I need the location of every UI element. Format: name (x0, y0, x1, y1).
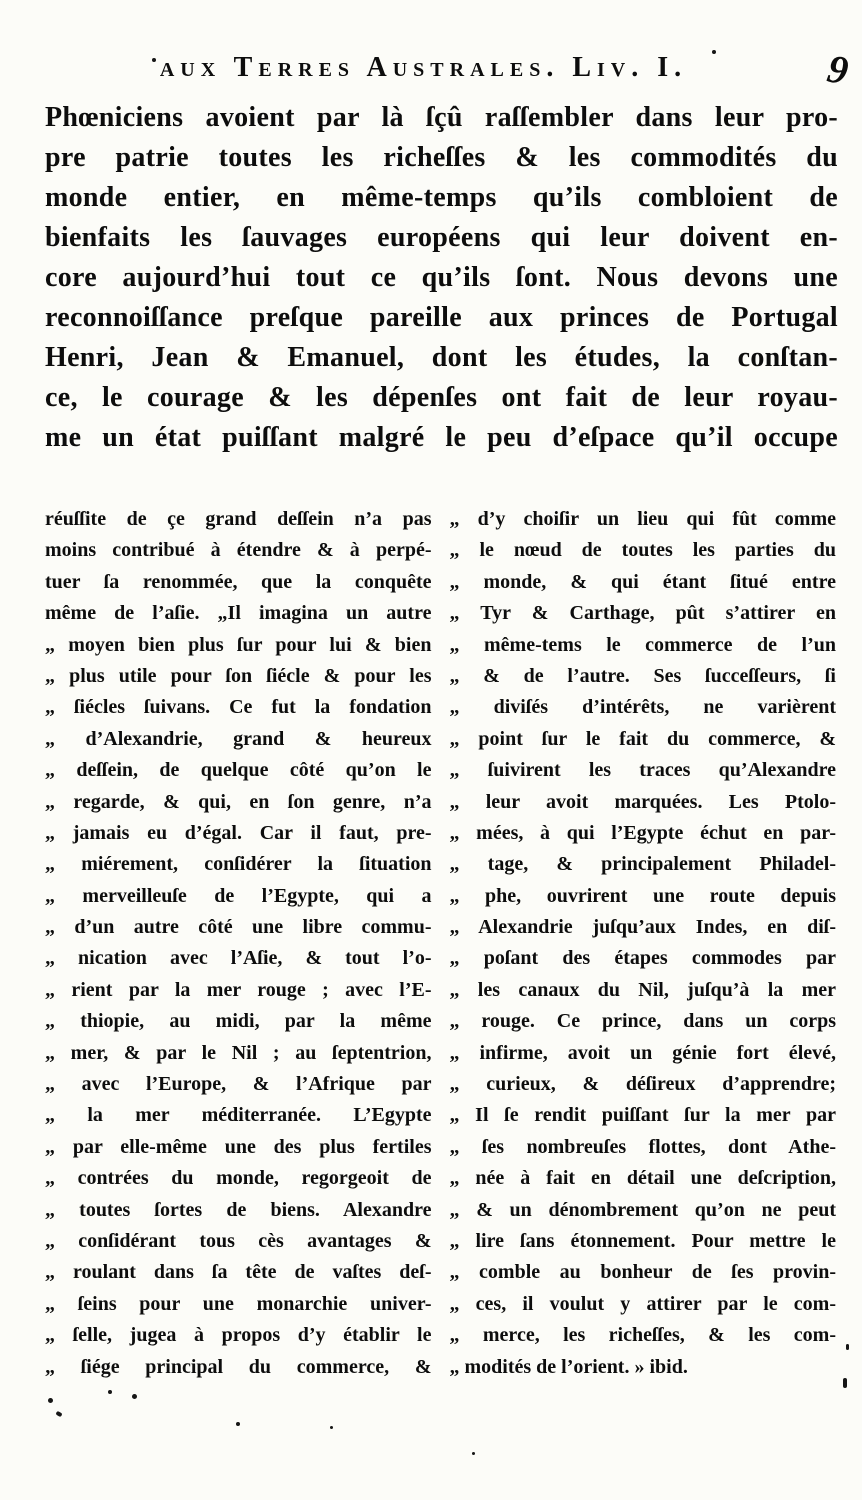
text-line: même de l’aſie. „Il imagina un autre (45, 602, 432, 625)
text-line: „ Tyr & Carthage, pût s’attirer en (449, 602, 836, 625)
text-line: „ jamais eu d’égal. Car il faut, pre- (45, 821, 432, 844)
text-line: moins contribué à étendre & à perpé- (45, 539, 432, 562)
text-line: „ poſant des étapes commodes par (449, 947, 836, 970)
footnote-right-column (450, 504, 837, 1383)
text-line: „ merveilleuſe de l’Egypte, qui a (45, 884, 432, 907)
text-line: „ nication avec l’Aſie, & tout l’o- (45, 947, 432, 970)
footnote-columns (45, 504, 836, 1383)
text-line: „ regarde, & qui, en ſon genre, n’a (45, 790, 432, 813)
text-line: „ diviſés d’intérêts, ne varièrent (449, 696, 836, 719)
text-line: „ ſuivirent les traces qu’Alexandre (449, 759, 836, 782)
scan-speck (472, 1452, 475, 1455)
scan-speck (330, 1426, 333, 1429)
text-line: „ leur avoit marquées. Les Ptolo- (449, 790, 836, 813)
text-line: ce, le courage & les dépenſes ont fait de leur royau- (45, 382, 838, 413)
text-line: „ conſidérant tous cès avantages & (45, 1229, 432, 1252)
footnote-left-column (45, 504, 432, 1383)
text-line: „ d’un autre côté une libre commu- (45, 916, 432, 939)
page-number: 9 (824, 45, 852, 94)
text-line: „ les canaux du Nil, juſqu’à la mer (449, 978, 836, 1001)
text-line: bienfaits les ſauvages européens qui leur doivent en- (45, 222, 838, 253)
text-line: „ toutes ſortes de biens. Alexandre (45, 1198, 432, 1221)
scan-speck (843, 1378, 847, 1388)
text-line: „ thiopie, au midi, par la même (45, 1010, 432, 1033)
text-line: „ mer, & par le Nil ; au ſeptentrion, (45, 1041, 432, 1064)
text-line: „ tage, & principalement Philadel- (449, 853, 836, 876)
text-line: „ d’y choiſir un lieu qui fût comme (449, 508, 836, 530)
text-line: „ ſelle, jugea à propos d’y établir le (45, 1324, 432, 1347)
text-line: „ contrées du monde, regorgeoit de (45, 1167, 432, 1190)
scan-speck (108, 1390, 112, 1394)
text-line: „ ſes nombreuſes flottes, dont Athe- (449, 1135, 836, 1158)
text-line: „ Alexandrie juſqu’aux Indes, en diſ- (449, 916, 836, 939)
text-line: „ d’Alexandrie, grand & heureux (45, 727, 432, 750)
text-line: „ merce, les richeſſes, & les com- (449, 1324, 836, 1347)
text-line: „ phe, ouvrirent une route depuis (449, 884, 836, 907)
text-line: „ ſiége principal du commerce, & (45, 1355, 432, 1378)
scan-speck (846, 1344, 849, 1350)
text-line: „ miérement, conſidérer la ſituation (45, 853, 432, 876)
text-line: „ rient par la mer rouge ; avec l’E- (45, 978, 432, 1001)
text-line: me un état puiſſant malgré le peu d’eſpace qu’il occupe (45, 422, 838, 453)
scan-speck (55, 1411, 62, 1417)
running-header: aux Terres Australes. Liv. I. (159, 52, 688, 83)
text-line: „ & un dénombrement qu’on ne peut (449, 1198, 836, 1221)
text-line: core aujourd’hui tout ce qu’ils ſont. Nous devons une (45, 262, 838, 293)
text-line: réuſſite de çe grand deſſein n’a pas (45, 508, 432, 530)
text-line: „ & de l’autre. Ses ſucceſſeurs, ſi (449, 664, 836, 687)
text-line: „ modités de l’orient. » ibid. (449, 1355, 688, 1378)
text-line: „ ces, il voulut y attirer par le com- (449, 1292, 836, 1315)
text-line: „ curieux, & déſireux d’apprendre; (449, 1073, 836, 1096)
text-line: „ comble au bonheur de ſes provin- (449, 1261, 836, 1284)
text-line: „ mées, à qui l’Egypte échut en par- (449, 821, 836, 844)
scan-speck (236, 1422, 240, 1426)
scan-speck (48, 1398, 53, 1403)
text-line: „ rouge. Ce prince, dans un corps (449, 1010, 836, 1033)
text-line: „ roulant dans ſa tête de vaſtes deſ- (45, 1261, 432, 1284)
text-line: „ née à fait en détail une deſcription, (449, 1167, 836, 1190)
text-line: „ le nœud de toutes les parties du (449, 539, 836, 562)
text-line: „ point ſur le fait du commerce, & (449, 727, 836, 750)
text-line: „ par elle-même une des plus fertiles (45, 1135, 432, 1158)
text-line: reconnoiſſance preſque pareille aux princes de Portugal (45, 302, 838, 333)
text-line: Phœniciens avoient par là ſçû raſſembler dans leur pro- (45, 102, 838, 133)
text-line: „ infirme, avoit un génie fort élevé, (449, 1041, 836, 1064)
text-line: Henri, Jean & Emanuel, dont les études, la conſtan- (45, 342, 838, 373)
text-line: „ ſeins pour une monarchie univer- (45, 1292, 432, 1315)
main-paragraph (45, 98, 838, 458)
text-line: pre patrie toutes les richeſſes & les commodités du (45, 142, 838, 173)
text-line: „ lire ſans étonnement. Pour mettre le (449, 1229, 836, 1252)
text-line: monde entier, en même-temps qu’ils combloient de (45, 182, 838, 213)
text-line: „ ſiécles ſuivans. Ce fut la fondation (45, 696, 432, 719)
text-line: „ la mer méditerranée. L’Egypte (45, 1104, 432, 1127)
text-line: „ moyen bien plus ſur pour lui & bien (45, 633, 432, 656)
text-line: tuer ſa renommée, que la conquête (45, 570, 432, 593)
text-line: „ plus utile pour ſon ſiécle & pour les (45, 664, 432, 687)
text-line: „ avec l’Europe, & l’Afrique par (45, 1073, 432, 1096)
text-line: „ monde, & qui étant ſitué entre (449, 570, 836, 593)
text-line: „ deſſein, de quelque côté qu’on le (45, 759, 432, 782)
text-line: „ même-tems le commerce de l’un (449, 633, 836, 656)
scan-speck (132, 1394, 137, 1399)
running-header-row (45, 52, 802, 84)
text-line: „ Il ſe rendit puiſſant ſur la mer par (449, 1104, 836, 1127)
